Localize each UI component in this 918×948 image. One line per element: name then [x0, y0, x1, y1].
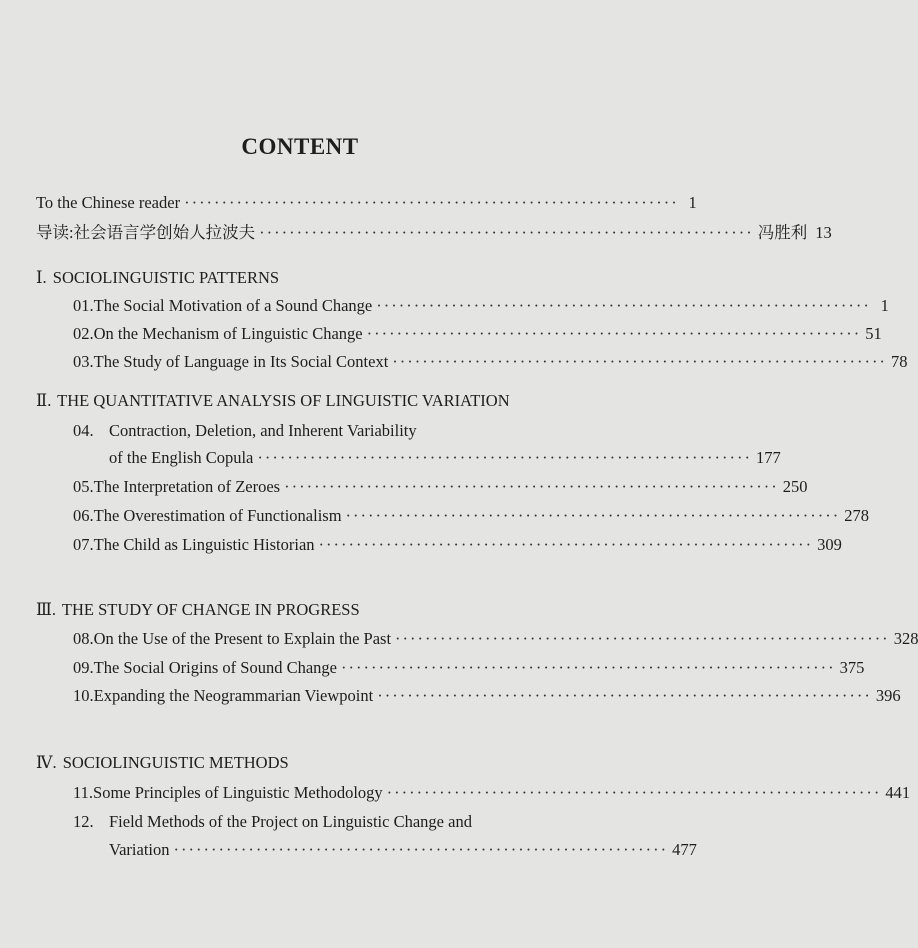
- entry-title: The Interpretation of Zeroes: [93, 477, 281, 496]
- toc-entry-04-cont[interactable]: [109, 448, 781, 468]
- leader-dots: ··································································: [257, 448, 753, 467]
- chapter-number: 03.: [73, 352, 94, 371]
- entry-title-continued: Variation: [109, 840, 170, 859]
- chapter-number: 01.: [73, 296, 94, 315]
- chapter-number: 10.: [73, 686, 94, 705]
- entry-page: 309: [817, 535, 842, 554]
- entry-title: Field Methods of the Project on Linguistic Change and: [109, 812, 472, 831]
- leader-dots: ··································································: [377, 686, 872, 705]
- toc-entry-08[interactable]: [73, 629, 918, 649]
- chapter-number: 05.: [73, 477, 94, 496]
- chapter-number: 02.: [73, 324, 94, 343]
- entry-page: 396: [875, 686, 901, 705]
- entry-title: Contraction, Deletion, and Inherent Variability: [109, 421, 417, 440]
- part-title: SOCIOLINGUISTIC PATTERNS: [52, 268, 280, 287]
- entry-title: 导读:社会语言学创始人拉波夫: [36, 223, 256, 242]
- leader-dots: ··································································: [366, 324, 862, 343]
- toc-entry-03[interactable]: [73, 352, 908, 372]
- toc-entry-09[interactable]: [73, 658, 865, 678]
- part-heading-3: [36, 600, 360, 620]
- entry-page: 477: [672, 840, 697, 859]
- entry-title-continued: of the English Copula: [109, 448, 254, 467]
- toc-entry-06[interactable]: [73, 506, 869, 526]
- chapter-number: 07.: [73, 535, 94, 554]
- entry-title: The Social Motivation of a Sound Change: [93, 296, 373, 315]
- toc-entry-12-cont[interactable]: [109, 840, 697, 860]
- entry-page: 278: [844, 506, 869, 525]
- leader-dots: ··································································: [395, 629, 890, 648]
- entry-page: 51: [865, 324, 882, 343]
- entry-author: 冯胜利: [757, 223, 808, 242]
- leader-dots: ··································································: [184, 193, 679, 212]
- chapter-number: 04.: [73, 421, 94, 440]
- entry-page: 177: [756, 448, 781, 467]
- entry-page: 250: [782, 477, 808, 496]
- entry-page: 375: [839, 658, 865, 677]
- chapter-number: 11.: [73, 783, 94, 802]
- entry-title: On the Mechanism of Linguistic Change: [93, 324, 363, 343]
- chapter-number: 06.: [73, 506, 94, 525]
- part-roman: Ⅱ.: [36, 391, 52, 410]
- entry-title: The Child as Linguistic Historian: [93, 535, 315, 554]
- entry-title: Some Principles of Linguistic Methodology: [93, 783, 383, 802]
- toc-entry-04[interactable]: [73, 421, 417, 441]
- entry-page: 1: [880, 296, 889, 315]
- toc-entry-chinese-reader[interactable]: [36, 193, 697, 213]
- leader-dots: ··································································: [376, 296, 871, 315]
- chapter-number: 09.: [73, 658, 94, 677]
- toc-entry-07[interactable]: [73, 535, 842, 555]
- leader-dots: ··································································: [318, 535, 814, 554]
- leader-dots: ··································································: [386, 783, 882, 802]
- part-title: THE STUDY OF CHANGE IN PROGRESS: [61, 600, 360, 619]
- leader-dots: ··································································: [259, 223, 754, 242]
- entry-page: 328: [893, 629, 918, 648]
- page-title: CONTENT: [241, 134, 359, 159]
- part-roman: Ⅳ.: [36, 753, 57, 772]
- chapter-number: 12.: [73, 812, 94, 831]
- leader-dots: ··································································: [392, 352, 887, 371]
- entry-page: 441: [885, 783, 911, 802]
- toc-entry-02[interactable]: [73, 324, 882, 344]
- chapter-number: 08.: [73, 629, 94, 648]
- entry-page: 13: [815, 223, 832, 242]
- leader-dots: ··································································: [173, 840, 669, 859]
- part-heading-1: [36, 268, 279, 288]
- toc-entry-10[interactable]: [73, 686, 901, 706]
- entry-title: The Study of Language in Its Social Context: [93, 352, 389, 371]
- part-heading-4: [36, 753, 289, 773]
- leader-dots: ··································································: [284, 477, 779, 496]
- part-heading-2: [36, 391, 510, 411]
- toc-entry-05[interactable]: [73, 477, 808, 497]
- part-title: THE QUANTITATIVE ANALYSIS OF LINGUISTIC VARIATION: [57, 391, 510, 410]
- entry-title: The Overestimation of Functionalism: [93, 506, 342, 525]
- toc-entry-01[interactable]: [73, 296, 889, 316]
- entry-title: The Social Origins of Sound Change: [93, 658, 337, 677]
- leader-dots: ··································································: [340, 658, 836, 677]
- entry-title: To the Chinese reader: [36, 193, 181, 212]
- entry-page: 1: [688, 193, 697, 212]
- toc-entry-11[interactable]: [73, 783, 911, 803]
- part-title: SOCIOLINGUISTIC METHODS: [62, 753, 289, 772]
- entry-title: On the Use of the Present to Explain the Past: [93, 629, 392, 648]
- leader-dots: ··································································: [345, 506, 841, 525]
- entry-title: Expanding the Neogrammarian Viewpoint: [93, 686, 374, 705]
- entry-page: 78: [890, 352, 908, 371]
- toc-entry-12[interactable]: [73, 812, 472, 832]
- part-roman: Ⅰ.: [36, 268, 47, 287]
- part-roman: Ⅲ.: [36, 600, 57, 619]
- toc-entry-intro[interactable]: [36, 219, 832, 243]
